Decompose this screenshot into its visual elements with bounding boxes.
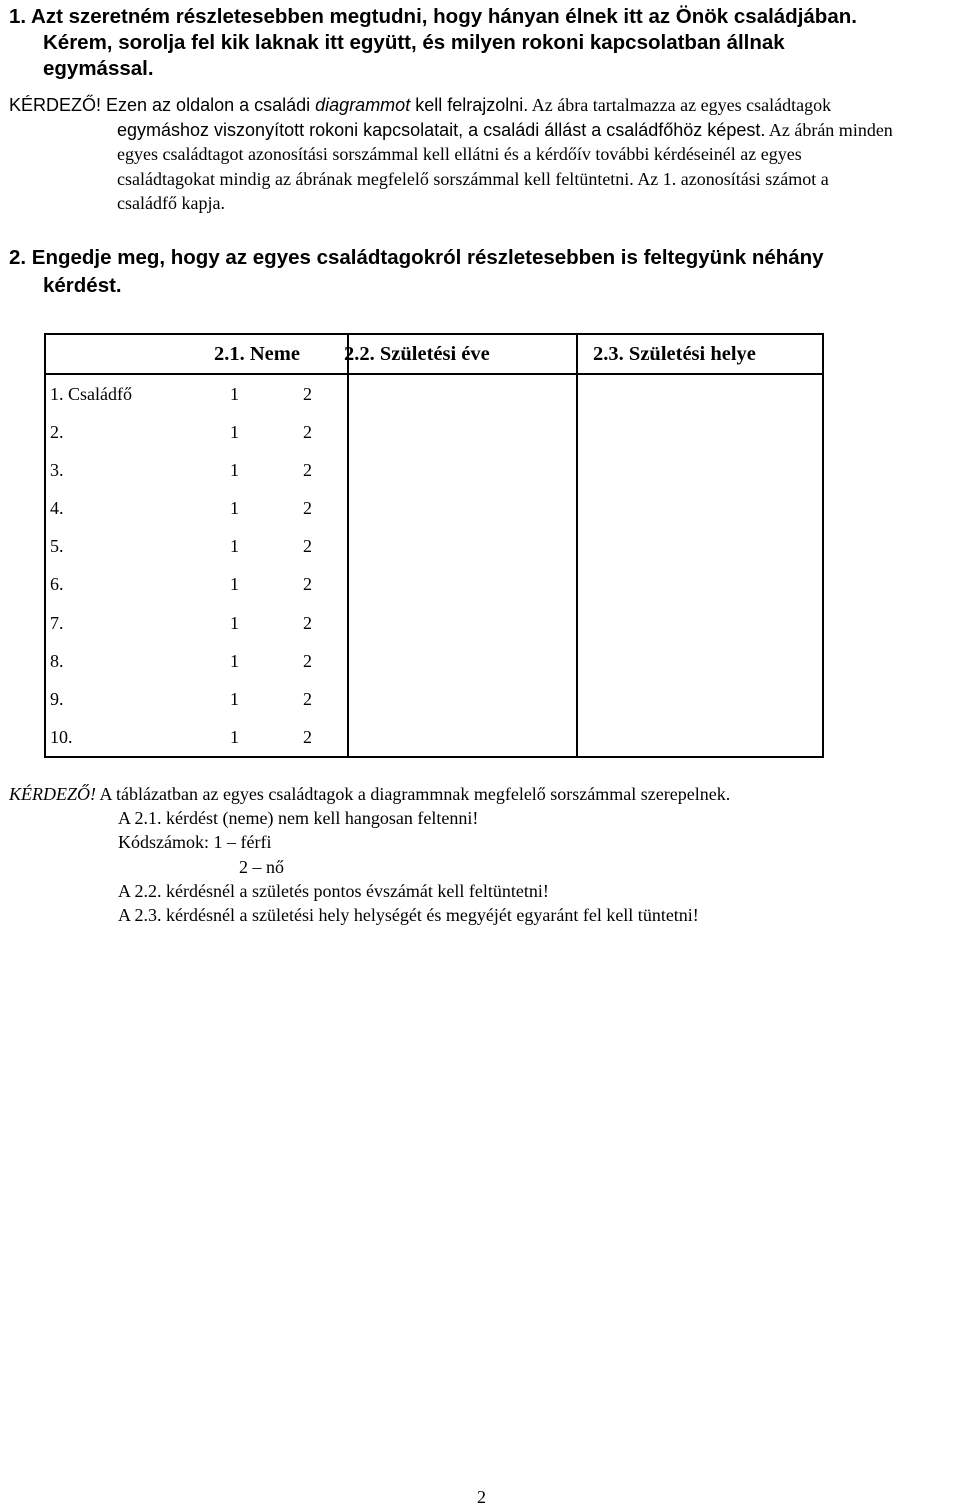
table-header-cell: [45, 334, 490, 374]
sex-code-1[interactable]: 1: [230, 650, 239, 671]
row-label: 3.: [50, 460, 64, 481]
table-row: [46, 718, 347, 756]
instruction-line-1: [9, 93, 949, 118]
table-row: [46, 642, 347, 680]
row-label: 10.: [50, 726, 73, 747]
row-label: 6.: [50, 574, 64, 595]
row-label: 2.: [50, 422, 64, 443]
row-label: 4.: [50, 498, 64, 519]
sex-code-1[interactable]: 1: [230, 460, 239, 481]
birth-year-column[interactable]: [348, 374, 577, 757]
sex-code-2[interactable]: 2: [303, 422, 312, 443]
notes-line-1-text: A táblázatban az egyes családtagok a diagrammnak megfelelő sorszámmal szerepelnek.: [96, 784, 731, 804]
instruction-line-2-b: Az ábrán minden: [765, 119, 893, 140]
question-1-line-3: egymással.: [43, 57, 154, 80]
sex-code-2[interactable]: 2: [303, 498, 312, 519]
row-label: 1. Családfő: [50, 384, 132, 404]
interviewer-instruction: [9, 93, 949, 216]
instruction-text-b: kell felrajzolni.: [410, 95, 529, 115]
question-2-line-1: 2. Engedje meg, hogy az egyes családtagokról részletesebben is feltegyünk néhány: [9, 246, 824, 269]
notes-line-6: A 2.3. kérdésnél a születési hely helységét és megyéjét egyaránt fel kell tüntetni!: [118, 905, 699, 926]
sex-code-2[interactable]: 2: [303, 536, 312, 557]
rows-cell: [45, 374, 348, 757]
row-label: 9.: [50, 688, 64, 709]
instruction-text-a: Ezen az oldalon a családi: [101, 95, 316, 115]
instruction-italic: diagrammot: [315, 95, 411, 115]
sex-code-1[interactable]: 1: [230, 498, 239, 519]
page-number: 2: [477, 1487, 486, 1507]
notes-label: KÉRDEZŐ!: [9, 784, 96, 804]
question-2-line-2: kérdést.: [43, 274, 122, 297]
sex-code-1[interactable]: 1: [230, 384, 239, 404]
sex-code-1[interactable]: 1: [230, 574, 239, 595]
instruction-line-2-a: egymáshoz viszonyított rokoni kapcsolatait, a családi állást a családfőhöz képest.: [117, 119, 766, 140]
sex-code-2[interactable]: 2: [303, 650, 312, 671]
table-header-birthplace-cell: [577, 334, 823, 374]
table-row: [46, 680, 347, 718]
table-row: [46, 604, 347, 642]
table-row: [46, 489, 347, 527]
sex-code-2[interactable]: 2: [303, 460, 312, 481]
sex-code-2[interactable]: 2: [303, 574, 312, 595]
sex-code-2[interactable]: 2: [303, 612, 312, 633]
birthplace-column[interactable]: [577, 374, 823, 757]
family-members-table: [44, 333, 824, 758]
instruction-line-4: családtagokat mindig az ábrának megfelelő sorszámmal kell feltüntetni. Az 1. azonosítási számot a: [117, 168, 829, 189]
sex-code-1[interactable]: 1: [230, 726, 239, 747]
header-birth-year: 2.2. Születési éve: [344, 343, 490, 365]
interviewer-label: KÉRDEZŐ!: [9, 95, 102, 115]
question-2: [9, 244, 939, 300]
sex-code-2[interactable]: 2: [303, 688, 312, 709]
notes-line-4: 2 – nő: [239, 856, 284, 877]
question-1: [9, 4, 939, 82]
notes-line-3: Kódszámok: 1 – férfi: [118, 832, 272, 853]
notes-line-5: A 2.2. kérdésnél a születés pontos évszámát kell feltüntetni!: [118, 880, 549, 901]
table-row: [46, 375, 347, 413]
sex-code-1[interactable]: 1: [230, 688, 239, 709]
table-notes: [9, 782, 949, 927]
row-label: 7.: [50, 612, 64, 633]
sex-code-2[interactable]: 2: [303, 726, 312, 747]
table-row: [46, 413, 347, 451]
header-birthplace: 2.3. Születési helye: [593, 343, 756, 365]
instruction-line-3: egyes családtagot azonosítási sorszámmal kell ellátni és a kérdőív további kérdéseinél az egyes: [117, 144, 802, 164]
row-label: 5.: [50, 536, 64, 557]
header-sex: 2.1. Neme: [214, 343, 300, 365]
sex-code-1[interactable]: 1: [230, 422, 239, 443]
row-label: 8.: [50, 650, 64, 671]
instruction-line-2: [9, 118, 949, 143]
sex-code-2[interactable]: 2: [303, 384, 312, 404]
instruction-line-5: családfő kapja.: [117, 193, 225, 213]
instruction-text-c: Az ábra tartalmazza az egyes családtagok: [528, 95, 832, 115]
notes-line-1: [9, 784, 730, 804]
table-row: [46, 565, 347, 603]
sex-code-1[interactable]: 1: [230, 536, 239, 557]
table-row: [46, 527, 347, 565]
question-1-line-1: 1. Azt szeretném részletesebben megtudni, hogy hányan élnek itt az Önök családjában.: [9, 5, 857, 28]
sex-code-1[interactable]: 1: [230, 612, 239, 633]
row-list: [46, 375, 347, 756]
notes-line-2: A 2.1. kérdést (neme) nem kell hangosan feltenni!: [118, 808, 479, 829]
table-row: [46, 451, 347, 489]
question-1-line-2: Kérem, sorolja fel kik laknak itt együtt, és milyen rokoni kapcsolatban állnak: [43, 31, 785, 54]
